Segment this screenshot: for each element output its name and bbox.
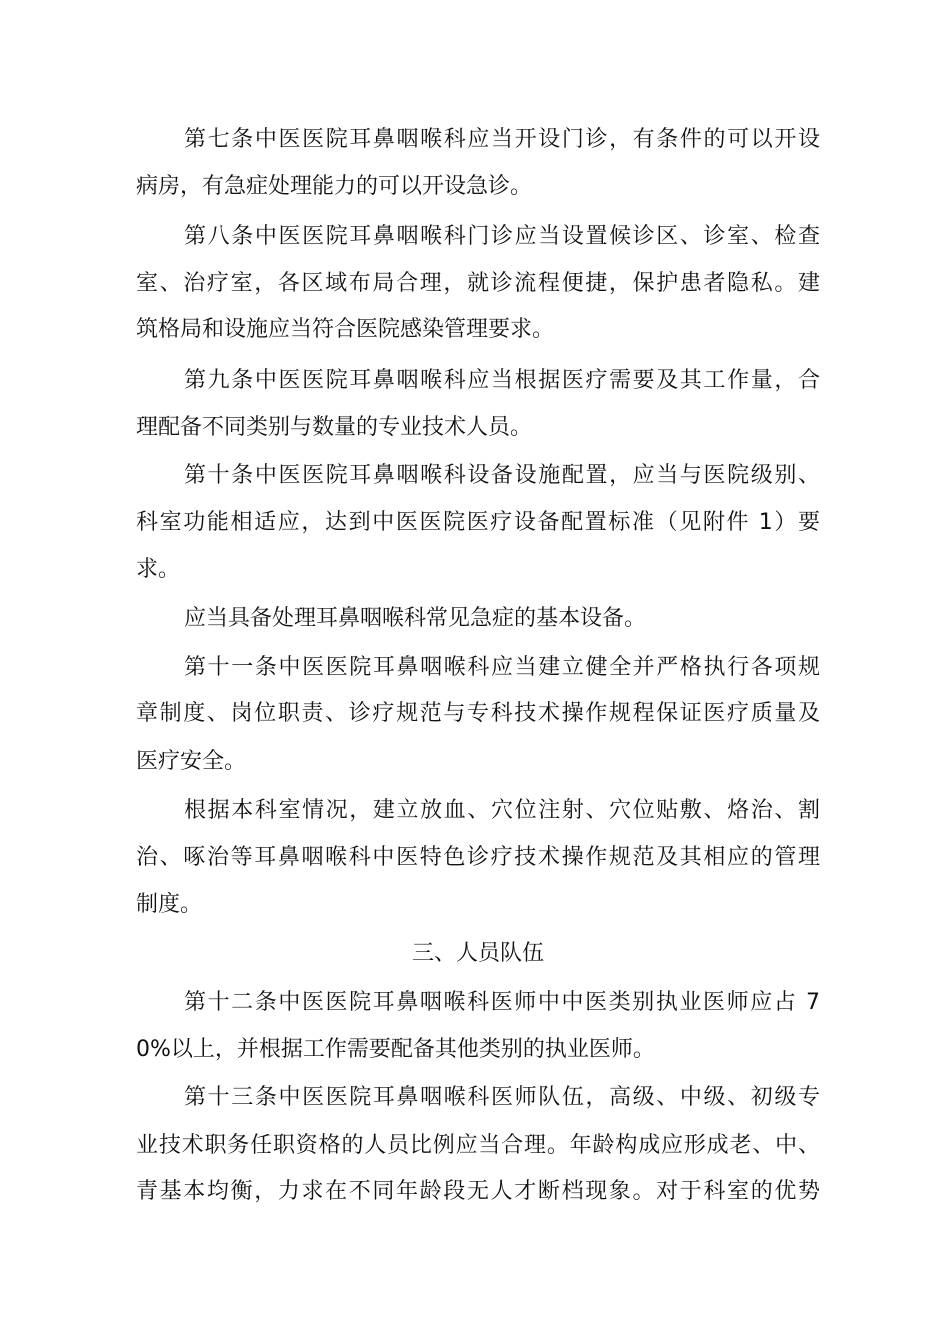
article-12-line-1: 第十二条中医医院耳鼻咽喉科医师中中医类别执业医师应占 7 [184, 990, 820, 1015]
article-8-line-2: 室、治疗室，各区域布局合理，就诊流程便捷，保护患者隐私。建 [136, 271, 820, 296]
article-11-line-1: 第十一条中医医院耳鼻咽喉科应当建立健全并严格执行各项规 [184, 655, 820, 680]
article-13-line-2: 业技术职务任职资格的人员比例应当合理。年龄构成应形成老、中、 [136, 1133, 820, 1158]
article-11-line-3: 医疗安全。 [136, 749, 247, 774]
article-9-line-1: 第九条中医医院耳鼻咽喉科应当根据医疗需要及其工作量，合 [184, 368, 820, 393]
article-10-line-1: 第十条中医医院耳鼻咽喉科设备设施配置，应当与医院级别、 [184, 463, 820, 488]
article-10-line-3: 求。 [136, 557, 181, 582]
article-11-line-2: 章制度、岗位职责、诊疗规范与专科技术操作规程保证医疗质量及 [136, 701, 820, 726]
article-10-note-line-1: 应当具备处理耳鼻咽喉科常见急症的基本设备。 [184, 606, 647, 631]
article-9-line-2: 理配备不同类别与数量的专业技术人员。 [136, 415, 533, 440]
article-13-line-3: 青基本均衡，力求在不同年龄段无人才断档现象。对于科室的优势 [136, 1179, 820, 1204]
section-heading: 三、人员队伍 [411, 941, 544, 966]
article-11-note-line-3: 制度。 [136, 892, 203, 917]
article-13-line-1: 第十三条中医医院耳鼻咽喉科医师队伍，高级、中级、初级专 [184, 1085, 820, 1110]
article-12-line-2: 0%以上，并根据工作需要配备其他类别的执业医师。 [136, 1037, 655, 1062]
article-11-note-line-1: 根据本科室情况，建立放血、穴位注射、穴位贴敷、烙治、割 [184, 798, 820, 823]
article-8-line-3: 筑格局和设施应当符合医院感染管理要求。 [136, 317, 555, 342]
article-7-line-2: 病房，有急症处理能力的可以开设急诊。 [136, 174, 533, 199]
article-7-line-1: 第七条中医医院耳鼻咽喉科应当开设门诊，有条件的可以开设 [184, 127, 820, 152]
article-10-line-2: 科室功能相适应，达到中医医院医疗设备配置标准（见附件 1）要 [136, 510, 820, 535]
article-8-line-1: 第八条中医医院耳鼻咽喉科门诊应当设置候诊区、诊室、检查 [184, 224, 820, 249]
article-11-note-line-2: 治、啄治等耳鼻咽喉科中医特色诊疗技术操作规范及其相应的管理 [136, 845, 820, 870]
